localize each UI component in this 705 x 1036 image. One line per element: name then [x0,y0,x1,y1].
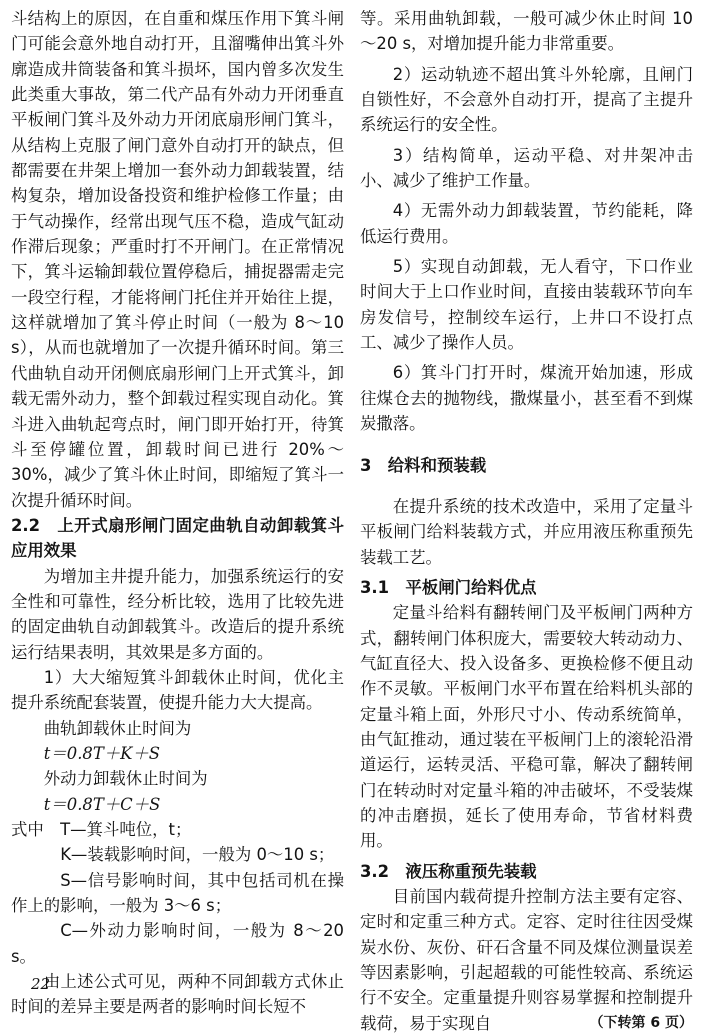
paragraph: 由上述公式可见，两种不同卸载方式休止时间的差异主要是两者的影响时间长短不 [11,972,344,1017]
paragraph: 在提升系统的技术改造中，采用了定量斗平板闸门给料装载方式，并应用液压称重预先装载工艺。 [360,496,693,567]
section-heading-3: 3 给料和预装载 [360,455,487,475]
list-item-1: 1）大大缩短箕斗卸载休止时间，优化主提升系统配套装置，使提升能力大大提高。 [11,667,344,713]
list-item-3: 3）结构简单，运动平稳、对井架冲击小、减少了维护工作量。 [360,145,693,191]
paragraph: 等。采用曲轨卸载，一般可减少休止时间 10～20 s，对增加提升能力非常重要。 [360,9,693,54]
left-column [11,6,344,1020]
paragraph-text: 目前国内载荷提升控制方法主要有定容、定时和定重三种方式。定容、定时往往因受煤炭水份、灰份、矸石含量不同及煤位测量误差等因素影响，引起超载的可能性较高、系统运行不安全。定重量提升则容易掌握和控制提升载荷，易于实现自 [360,887,693,1033]
formula-external-power: t＝0.8T＋C＋S [43,794,161,814]
paragraph [360,884,693,1036]
list-item-2: 2）运动轨迹不超出箕斗外轮廓，且闸门自锁性好，不会意外自动打开，提高了主提升系统运行的安全性。 [360,64,693,135]
formula-label: 外动力卸载休止时间为 [43,769,208,789]
paragraph: 为增加主井提升能力，加强系统运行的安全性和可靠性，经分析比较，选用了比较先进的固定曲轨自动卸载箕斗。改造后的提升系统运行结果表明，其效果是多方面的。 [11,566,344,662]
definition-c: C—外动力影响时间，一般为 8～20 s。 [11,921,344,966]
paragraph: 定量斗给料有翻转闸门及平板闸门两种方式，翻转闸门体积庞大，需要较大转动动力、气缸直径大、投入设备多、更换检修不便且动作不灵敏。平板闸门水平布置在给料机头部的定量斗箱上面，外形尺寸小、传动系统简单，由气缸推动，通过装在平板闸门上的滚轮沿滑道运行，运转灵活、平稳可靠，解决了翻转闸门在转动时对定量斗箱的冲击破坏，不受装煤的冲击磨损，延长了使用寿命，节省材料费用。 [360,603,693,851]
definition-k: K—装载影响时间，一般为 0～10 s； [60,845,335,865]
formula-curved-rail: t＝0.8T＋K＋S [43,743,161,763]
section-heading-2-2: 2.2 上开式扇形闸门固定曲轨自动卸载箕斗应用效果 [11,515,344,561]
page-number: 22 [31,975,51,993]
section-heading-3-2: 3.2 液压称重预先装载 [360,861,537,881]
list-item-6: 6）箕斗门打开时，煤流开始加速，形成往煤仓去的抛物线，撒煤量小，甚至看不到煤炭撒落。 [360,363,693,434]
paragraph: 斗结构上的原因，在自重和煤压作用下箕斗闸门可能会意外地自动打开，且溜嘴伸出箕斗外廓造成井筒装备和箕斗损坏，国内曾多次发生此类重大事故，第二代产品有外动力开闭垂直平板闸门箕斗及外动力开闭底扇形闸门箕斗，从结构上克服了闸门意外自动打开的缺点，但都需要在井架上增加一套外动力卸载装置，结构复杂，增加设备投资和维护检修工作量；由于气动操作，经常出现气压不稳，造成气缸动作滞后现象；严重时打不开闸门。在正常情况下，箕斗运输卸载位置停稳后，捕捉器需走完一段空行程，才能将闸门托住并开始往上提，这样就增加了箕斗停止时间（一般为 8～10 s），从而也就增加了一次提升循环时间。第三代曲轨自动开闭侧底扇形闸门上开式箕斗，卸载无需外动力，整个卸载过程实现自动化。箕斗进入曲轨起弯点时，闸门即开始打开，待箕斗至停罐位置，卸载时间已进行 20%～30%，减少了箕斗休止时间，即缩短了箕斗一次提升循环时间。 [11,9,344,510]
formula-label: 曲轨卸载休止时间为 [43,718,192,738]
right-column [360,6,693,1036]
continued-note: （下转第 6 页） [589,1014,693,1031]
list-item-5: 5）实现自动卸载，无人看守，下口作业时间大于上口作业时间，直接由装载环节向车房发信号，控制绞车运行，上井口不设打点工、减少了操作人员。 [360,257,693,353]
definition-t: 式中 T—箕斗吨位，t； [11,820,192,839]
section-heading-3-1: 3.1 平板闸门给料优点 [360,577,537,597]
definition-s: S—信号影响时间，其中包括司机在操作上的影响，一般为 3～6 s； [11,870,344,916]
list-item-4: 4）无需外动力卸载装置，节约能耗，降低运行费用。 [360,201,693,246]
